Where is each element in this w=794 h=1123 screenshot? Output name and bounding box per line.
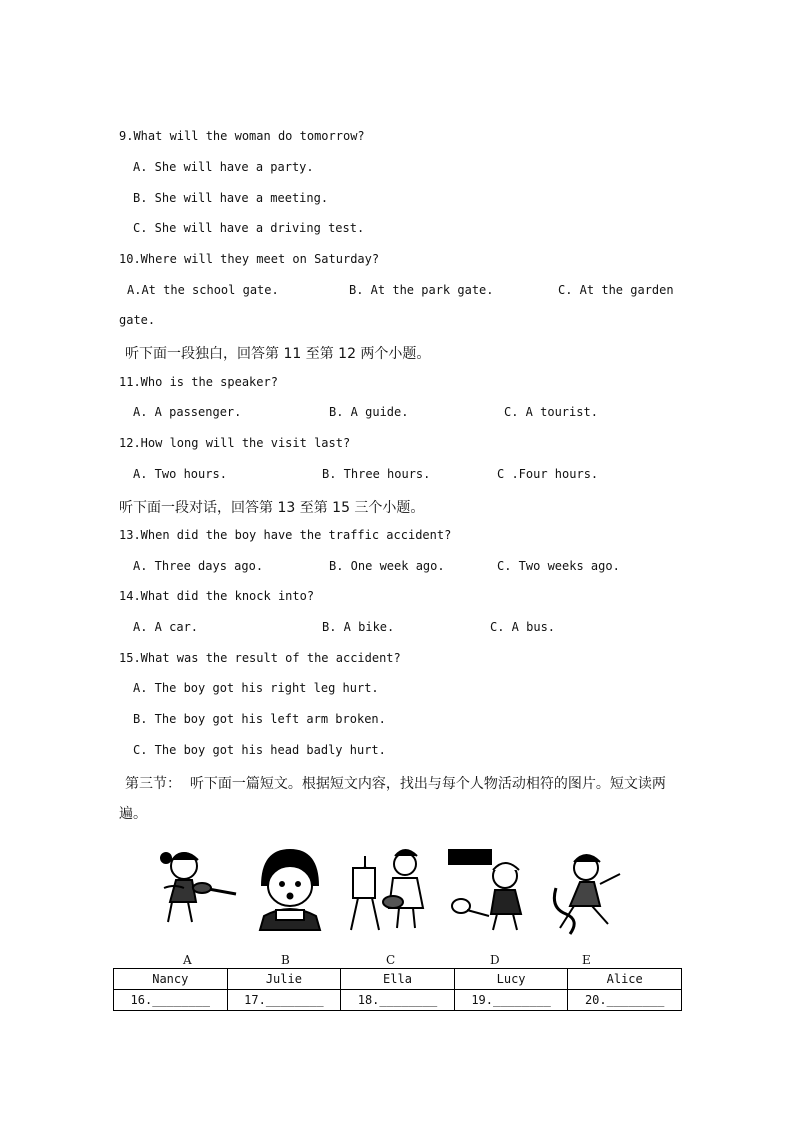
question-11: 11.Who is the speaker? (119, 375, 278, 389)
q12-option-c: C .Four hours. (497, 467, 599, 481)
section-heading-monologue: 听下面一段独白，回答第 11 至第 12 两个小题。 (125, 346, 431, 362)
name-cell: Julie (227, 969, 341, 990)
q15-option-b: B. The boy got his left arm broken. (133, 712, 386, 726)
q14-option-c: C. A bus. (490, 620, 556, 634)
q12-option-b: B. Three hours. (322, 467, 431, 481)
q10-option-c: C. At the garden (558, 283, 674, 297)
girl-ribbon-dance-icon (548, 848, 632, 936)
question-9: 9.What will the woman do tomorrow? (119, 129, 365, 143)
name-cell: Ella (341, 969, 455, 990)
q10-option-b: B. At the park gate. (349, 283, 494, 297)
picture-label-a: A (183, 953, 192, 967)
name-cell: Lucy (454, 969, 568, 990)
picture-label-b: B (281, 953, 290, 967)
question-13: 13.When did the boy have the traffic accident? (119, 528, 452, 542)
girl-painting-icon (345, 842, 433, 934)
girl-reading-icon (252, 846, 327, 932)
q9-option-a: A. She will have a party. (133, 160, 314, 174)
q13-option-a: A. Three days ago. (133, 559, 264, 573)
name-cell: Alice (568, 969, 682, 990)
answer-blank-20[interactable]: 20.________ (568, 990, 682, 1011)
picture-label-c: C (386, 953, 396, 967)
q10-option-c-wrap: gate. (119, 313, 156, 327)
name-cell: Nancy (114, 969, 228, 990)
answer-table (113, 968, 682, 1011)
question-12: 12.How long will the visit last? (119, 436, 351, 450)
q9-option-b: B. She will have a meeting. (133, 191, 329, 205)
answer-blank-18[interactable]: 18.________ (341, 990, 455, 1011)
q11-option-c: C. A tourist. (504, 405, 598, 419)
q11-option-b: B. A guide. (329, 405, 409, 419)
question-10: 10.Where will they meet on Saturday? (119, 252, 380, 266)
q12-option-a: A. Two hours. (133, 467, 227, 481)
part3-instructions: 第三节： 听下面一篇短文。根据短文内容，找出与每个人物活动相符的图片。短文读两 (125, 776, 666, 792)
q15-option-c: C. The boy got his head badly hurt. (133, 743, 386, 757)
q15-option-a: A. The boy got his right leg hurt. (133, 681, 379, 695)
part3-instructions-wrap: 遍。 (119, 806, 147, 822)
girl-violin-icon (152, 842, 247, 934)
q13-option-b: B. One week ago. (329, 559, 445, 573)
section-heading-dialogue: 听下面一段对话，回答第 13 至第 15 三个小题。 (119, 500, 425, 516)
answer-blank-19[interactable]: 19.________ (454, 990, 568, 1011)
q10-option-a: A.At the school gate. (127, 283, 279, 297)
question-14: 14.What did the knock into? (119, 589, 315, 603)
answer-blank-17[interactable]: 17.________ (227, 990, 341, 1011)
question-15: 15.What was the result of the accident? (119, 651, 401, 665)
q14-option-a: A. A car. (133, 620, 199, 634)
answer-blank-16[interactable]: 16.________ (114, 990, 228, 1011)
table-row-blanks (114, 990, 682, 1011)
boy-badminton-icon (445, 846, 537, 936)
q11-option-a: A. A passenger. (133, 405, 242, 419)
table-row-names (114, 969, 682, 990)
picture-label-d: D (490, 953, 500, 967)
q13-option-c: C. Two weeks ago. (497, 559, 620, 573)
q9-option-c: C. She will have a driving test. (133, 221, 365, 235)
picture-label-e: E (582, 953, 591, 967)
q14-option-b: B. A bike. (322, 620, 395, 634)
